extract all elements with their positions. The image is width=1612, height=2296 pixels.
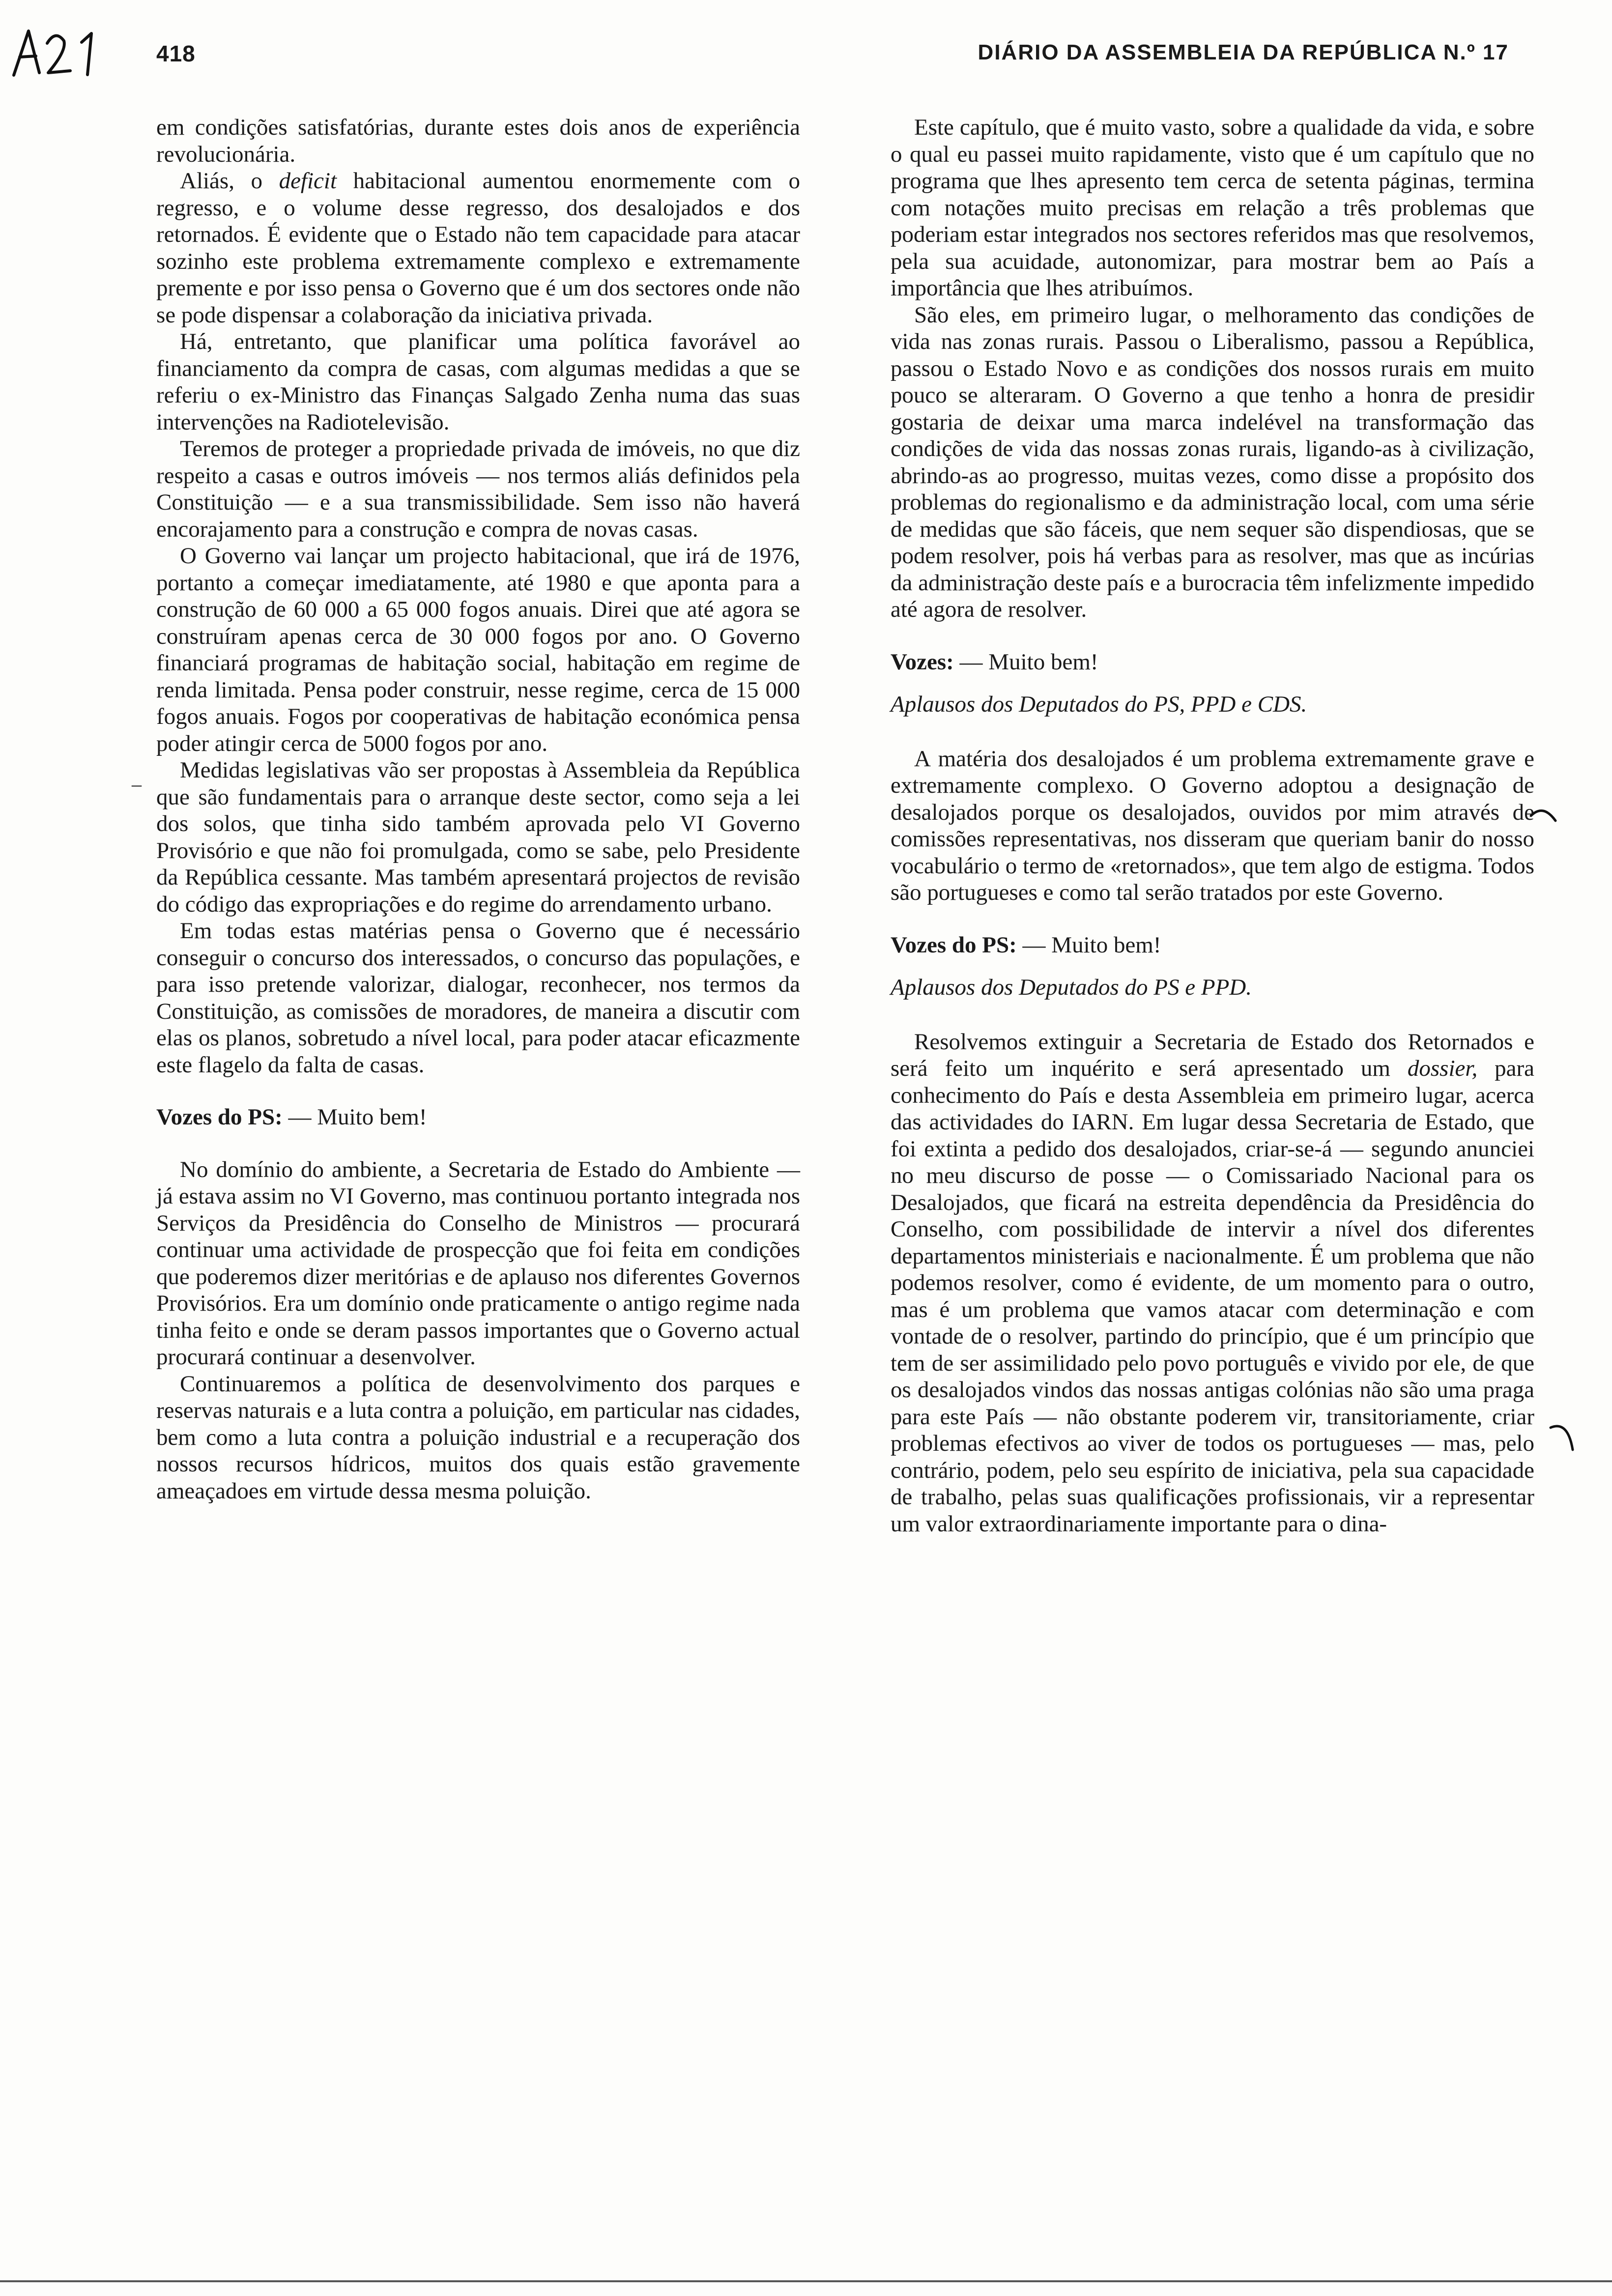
margin-bracket-icon xyxy=(1548,1420,1578,1455)
interjection-text: — Muito bem! xyxy=(953,649,1098,675)
speaker-label: Vozes: xyxy=(891,649,954,675)
handwritten-reference-mark xyxy=(9,24,102,83)
text-run: Aliás, o xyxy=(180,168,279,194)
paragraph: Há, entretanto, que planificar uma política favorável ao financiamento da compra de casas, com algumas medidas a que se referiu o ex-Ministro das Finanças Salgado Zenha numa das suas intervenções na Radiotelevisão. xyxy=(156,329,800,435)
bottom-rule xyxy=(0,2280,1612,2282)
applause-note: Aplausos dos Deputados do PS, PPD e CDS. xyxy=(891,691,1307,717)
margin-bracket-icon xyxy=(1528,806,1558,840)
paragraph xyxy=(156,168,800,328)
paragraph: Teremos de proteger a propriedade privada de imóveis, no que diz respeito a casas e outros imóveis — nos termos aliás definidos pela Constituição — e a sua transmissibilidade. Sem isso não haverá encorajamento para a construção e compra de novas casas. xyxy=(156,436,800,542)
paragraph: A matéria dos desalojados é um problema extremamente grave e extremamente complexo. O Governo adoptou a designação de desalojados porque os desalojados, ouvidos por mim através de comissões representativas, nos disseram que queriam banir do nosso vocabulário o termo de «retornados», que tem algo de estigma. Todos são portugueses e como tal serão tratados por este Governo. xyxy=(891,746,1534,905)
paragraph: São eles, em primeiro lugar, o melhoramento das condições de vida nas zonas rurais. Passou o Liberalismo, passou a República, passou o Estado Novo e as condições dos nossos rurais em muito pouco se alteraram. O Governo a que tenho a honra de presidir gostaria de deixar uma marca indelével na transformação das condições de vida das nossas zonas rurais, ligando-as à civilização, abrindo-as ao progresso, muitas vezes, como disse a propósito dos problemas do regionalismo e da administração local, com uma série de medidas que são fáceis, que nem sequer são dispendiosas, que se podem resolver, pois há verbas para as resolver, mas que as incúrias da administração deste país e a burocracia têm infelizmente impedido até agora de resolver. xyxy=(891,302,1534,622)
italic-term: deficit xyxy=(279,168,337,194)
page-number: 418 xyxy=(156,41,196,66)
running-header: DIÁRIO DA ASSEMBLEIA DA REPÚBLICA N.º 17 xyxy=(978,40,1509,64)
speaker-label: Vozes do PS: xyxy=(156,1104,283,1130)
left-column xyxy=(156,114,800,1504)
text-run: para conhecimento do País e desta Assembleia em primeiro lugar, acerca das actividades do IARN. Em lugar dessa Secretaria de Estado, que foi extinta a pedido dos desalojados, criar-se-á — segundo anunciei no meu discurso de posse — o Comissariado Nacional para os Desalojados, que ficará na estreita dependência da Presidência do Conselho, com possibilidade de intervir a nível dos diferentes departamentos ministeriais e nacionalmente. É um problema que não podemos resolver, como é evidente, de um momento para o outro, mas é um problema que vamos atacar com determinação e com vontade de o resolver, partindo do princípio, que é um princípio que tem de ser assimilidado pelo povo português e vivido por ele, de que os desalojados vindos das nossas antigas colónias não são uma praga para este País — não obstante poderem vir, transitoriamente, criar problemas efectivos ao viver de todos os portugueses — mas, pelo contrário, podem, pelo seu espírito de iniciativa, pela sua capacidade de trabalho, pelas suas qualificações profissionais, vir a representar um valor extraordinariamente importante para o dina- xyxy=(891,1056,1535,1537)
paragraph: Em todas estas matérias pensa o Governo que é necessário conseguir o concurso dos interessados, o concurso das populações, e para isso pretende valorizar, dialogar, reconhecer, nos termos da Constituição, as comissões de moradores, de maneira a discutir com elas os planos, sobretudo a nível local, para poder atacar eficazmente este flagelo da falta de casas. xyxy=(156,918,800,1078)
speaker-interjection xyxy=(156,1104,800,1131)
applause-note: Aplausos dos Deputados do PS e PPD. xyxy=(891,975,1252,1000)
margin-mark-icon: – xyxy=(132,773,142,795)
speaker-interjection xyxy=(891,932,1534,959)
paragraph xyxy=(891,1029,1534,1538)
interjection-text: — Muito bem! xyxy=(1016,932,1161,958)
paragraph: em condições satisfatórias, durante estes dois anos de experiência revolucionária. xyxy=(156,115,800,167)
paragraph: Este capítulo, que é muito vasto, sobre a qualidade da vida, e sobre o qual eu passei muito rapidamente, visto que é um capítulo que no programa que lhes apresento tem cerca de setenta páginas, termina com notações muito precisas em relação a três problemas que poderiam estar integrados nos sectores referidos mas que resolvemos, pela sua acuidade, autonomizar, para mostrar bem ao País a importância que lhes atribuímos. xyxy=(891,115,1534,301)
text-run: habitacional aumentou enormemente com o regresso, e o volume desse regresso, dos desalojados e dos retornados. É evidente que o Estado não tem capacidade para atacar sozinho este problema extremamente complexo e extremamente premente e por isso pensa o Governo que é um dos sectores onde não se pode dispensar a colaboração da iniciativa privada. xyxy=(156,168,800,328)
italic-term: dossier, xyxy=(1407,1056,1478,1081)
paragraph: O Governo vai lançar um projecto habitacional, que irá de 1976, portanto a começar imediatamente, até 1980 e que aponta para a construção de 60 000 a 65 000 fogos anuais. Direi que até agora se construíram apenas cerca de 30 000 fogos por ano. O Governo financiará programas de habitação social, habitação em regime de renda limitada. Pensa poder construir, nesse regime, cerca de 15 000 fogos anuais. Fogos por cooperativas de habitação económica pensa poder atingir cerca de 5000 fogos por ano. xyxy=(156,543,800,756)
speaker-interjection xyxy=(891,649,1534,676)
paragraph: No domínio do ambiente, a Secretaria de Estado do Ambiente — já estava assim no VI Governo, mas continuou portanto integrada nos Serviços da Presidência do Conselho de Ministros — procurará continuar uma actividade de prospecção que foi feita em condições que poderemos dizer meritórias e de aplauso nos diferentes Governos Provisórios. Era um domínio onde praticamente o antigo regime nada tinha feito e onde se deram passos importantes que o Governo actual procurará continuar a desenvolver. xyxy=(156,1156,800,1370)
text-run: Resolvemos extinguir a Secretaria de Estado dos Retornados e será feito um inquérito e será apresentado um xyxy=(891,1029,1534,1081)
speaker-label: Vozes do PS: xyxy=(891,932,1017,958)
paragraph: Continuaremos a política de desenvolvimento dos parques e reservas naturais e a luta contra a poluição, em particular nas cidades, bem como a luta contra a poluição industrial e a recuperação dos nossos recursos hídricos, muitos dos quais estão gravemente ameaçadoes em virtude dessa mesma poluição. xyxy=(156,1371,800,1504)
interjection-text: — Muito bem! xyxy=(282,1104,427,1130)
paragraph: Medidas legislativas vão ser propostas à Assembleia da República que são fundamentais para o arranque deste sector, como seja a lei dos solos, que tinha sido também aprovada pelo VI Governo Provisório e que não foi promulgada, como se sabe, pelo Presidente da República cessante. Mas também apresentará projectos de revisão do código das expropriações e do regime do arrendamento urbano. xyxy=(156,757,800,917)
right-column xyxy=(891,114,1534,1537)
